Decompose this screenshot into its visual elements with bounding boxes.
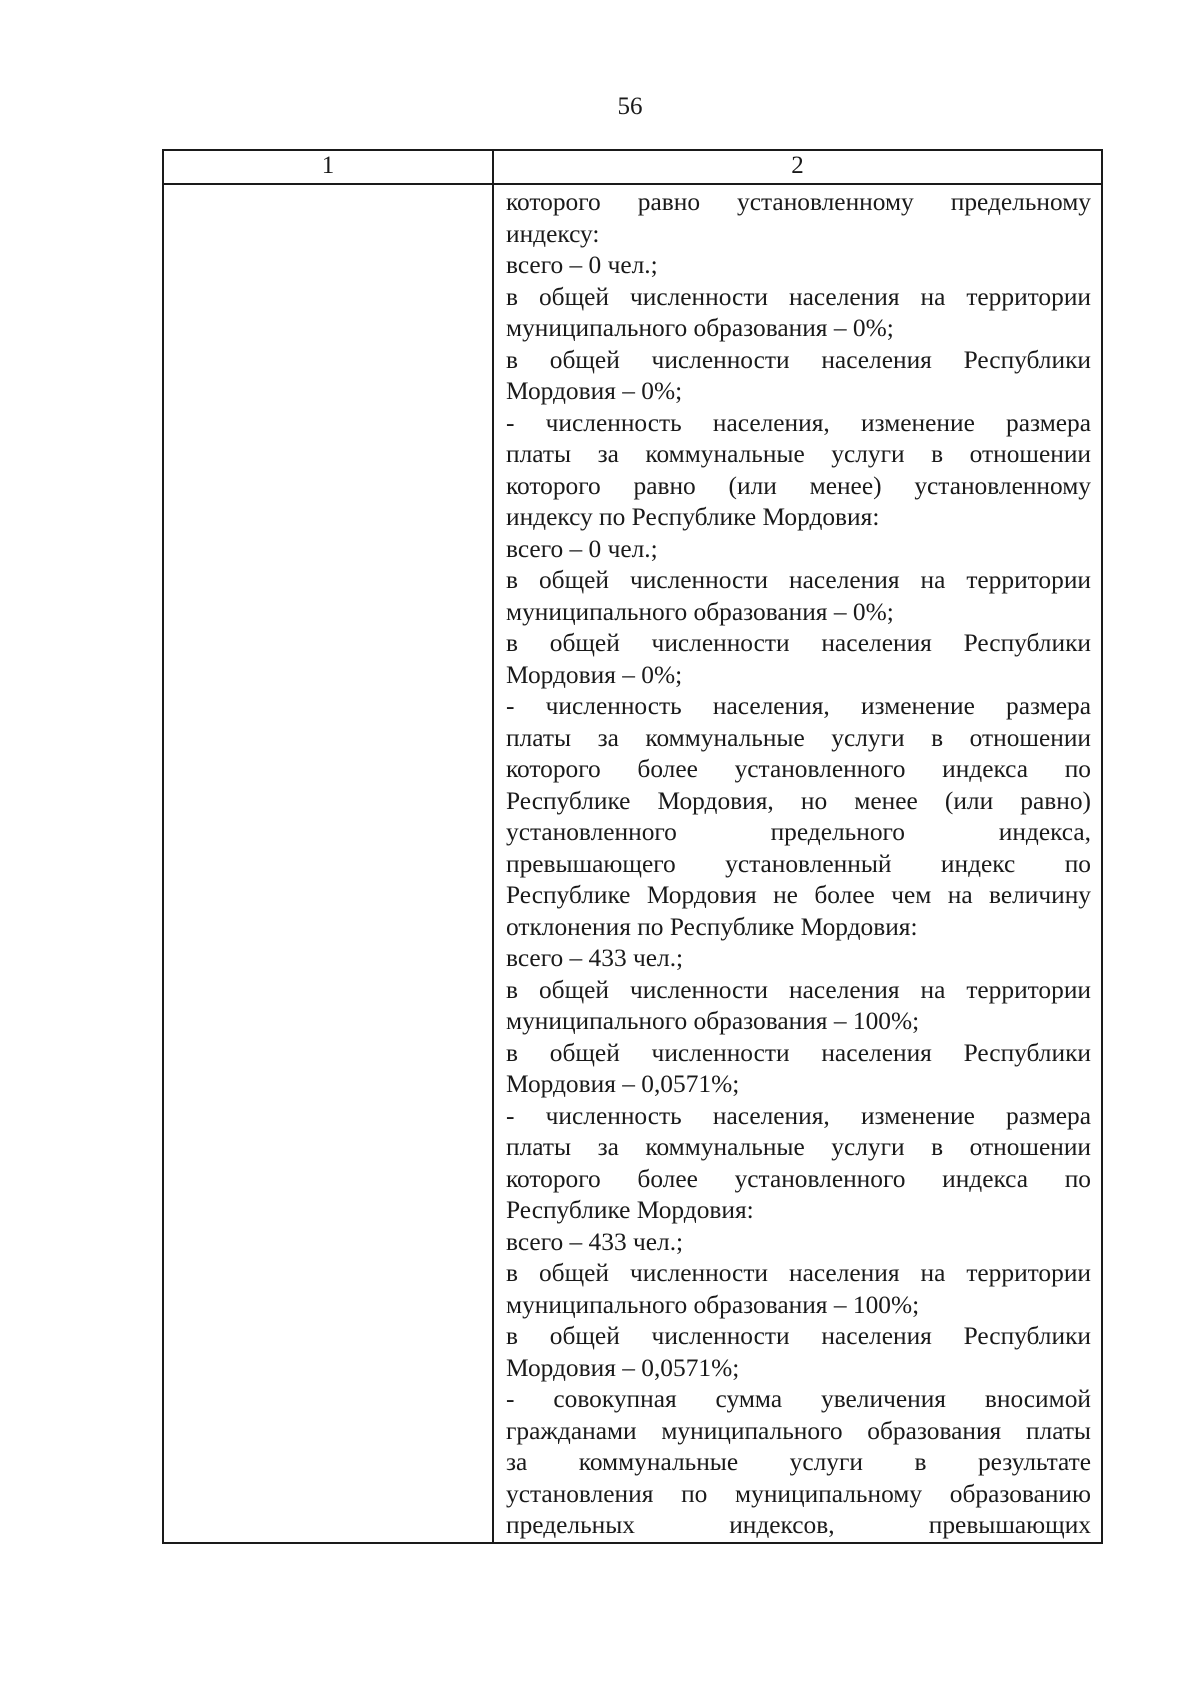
text-line: индексу: xyxy=(506,219,600,248)
text-line: Республике Мордовия: xyxy=(506,1196,754,1224)
text-line: индексу по Республике Мордовия: xyxy=(506,503,880,531)
text-line: всего – 433 чел.; xyxy=(506,1227,684,1256)
text-line: в общей численности населения на территории xyxy=(506,1259,1091,1287)
text-line: в общей численности населения Республики xyxy=(506,629,1091,657)
text-line: установления по муниципальному образованию xyxy=(506,1479,1091,1508)
text-line: всего – 0 чел.; xyxy=(506,251,658,279)
table-row xyxy=(163,184,1102,1543)
text-line: всего – 433 чел.; xyxy=(506,944,684,972)
text-line: платы за коммунальные услуги в отношении xyxy=(506,1133,1091,1161)
page-number: 56 xyxy=(617,93,643,120)
text-line: в общей численности населения на территории xyxy=(506,566,1091,594)
text-line: Мордовия – 0,0571%; xyxy=(506,1070,740,1098)
text-line: Республике Мордовия не более чем на величину xyxy=(506,881,1091,909)
text-line: в общей численности населения на территории xyxy=(506,282,1091,311)
text-line: которого более установленного индекса по xyxy=(506,1164,1091,1193)
text-line: муниципального образования – 0%; xyxy=(506,597,894,626)
text-line: в общей численности населения Республики xyxy=(506,345,1091,374)
text-line: - численность населения, изменение размера xyxy=(506,1101,1091,1130)
text-line: в общей численности населения на территории xyxy=(506,975,1091,1004)
column-2-cell xyxy=(493,184,1102,1543)
text-line: Мордовия – 0%; xyxy=(506,660,683,689)
text-line: отклонения по Республике Мордовия: xyxy=(506,912,918,941)
text-line: которого более установленного индекса по xyxy=(506,755,1091,783)
text-line: в общей численности населения Республики xyxy=(506,1322,1091,1350)
table-header-row xyxy=(163,150,1102,184)
text-line: Мордовия – 0%; xyxy=(506,377,683,405)
text-line: установленного предельного индекса, xyxy=(506,818,1091,846)
column-2-header: 2 xyxy=(493,150,1102,184)
text-line: которого равно установленному предельному xyxy=(506,188,1091,216)
text-line: платы за коммунальные услуги в отношении xyxy=(506,723,1091,752)
column-1-header: 1 xyxy=(163,150,493,184)
document-table xyxy=(162,149,1103,1544)
text-line: Мордовия – 0,0571%; xyxy=(506,1353,740,1382)
column-1-cell xyxy=(163,184,493,1543)
text-line: всего – 0 чел.; xyxy=(506,534,658,563)
text-line: - совокупная сумма увеличения вносимой xyxy=(506,1385,1091,1413)
text-line: за коммунальные услуги в результате xyxy=(506,1448,1091,1476)
text-line: - численность населения, изменение размера xyxy=(506,692,1091,720)
text-line: муниципального образования – 100%; xyxy=(506,1007,920,1035)
text-line: муниципального образования – 100%; xyxy=(506,1290,920,1319)
text-line: гражданами муниципального образования платы xyxy=(506,1416,1091,1445)
text-line: превышающего установленный индекс по xyxy=(506,849,1091,878)
text-line: Республике Мордовия, но менее (или равно) xyxy=(506,786,1091,815)
text-line: в общей численности населения Республики xyxy=(506,1038,1091,1067)
text-line: которого равно (или менее) установленному xyxy=(506,471,1091,500)
text-line: предельных индексов, превышающих xyxy=(506,1511,1091,1539)
text-line: - численность населения, изменение размера xyxy=(506,408,1091,437)
text-line: платы за коммунальные услуги в отношении xyxy=(506,440,1091,468)
text-line: муниципального образования – 0%; xyxy=(506,314,894,342)
